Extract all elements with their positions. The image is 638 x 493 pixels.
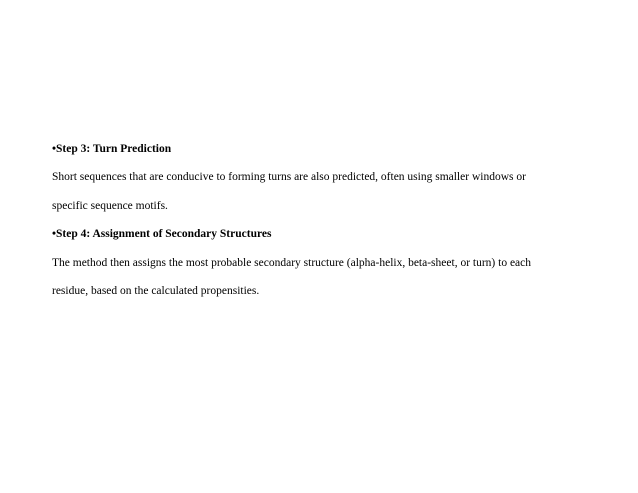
- step3-text-line-1: Short sequences that are conducive to forming turns are also predicted, often using smaller windows or: [52, 171, 526, 183]
- step3-heading: •Step 3: Turn Prediction: [52, 143, 172, 155]
- step3-text-line-2: specific sequence motifs.: [52, 200, 168, 212]
- step4-text-line-1: The method then assigns the most probable secondary structure (alpha-helix, beta-sheet, or turn) to each: [52, 257, 532, 269]
- step4-text-line-2: residue, based on the calculated propensities.: [52, 285, 260, 297]
- step4-heading: •Step 4: Assignment of Secondary Structures: [52, 228, 272, 240]
